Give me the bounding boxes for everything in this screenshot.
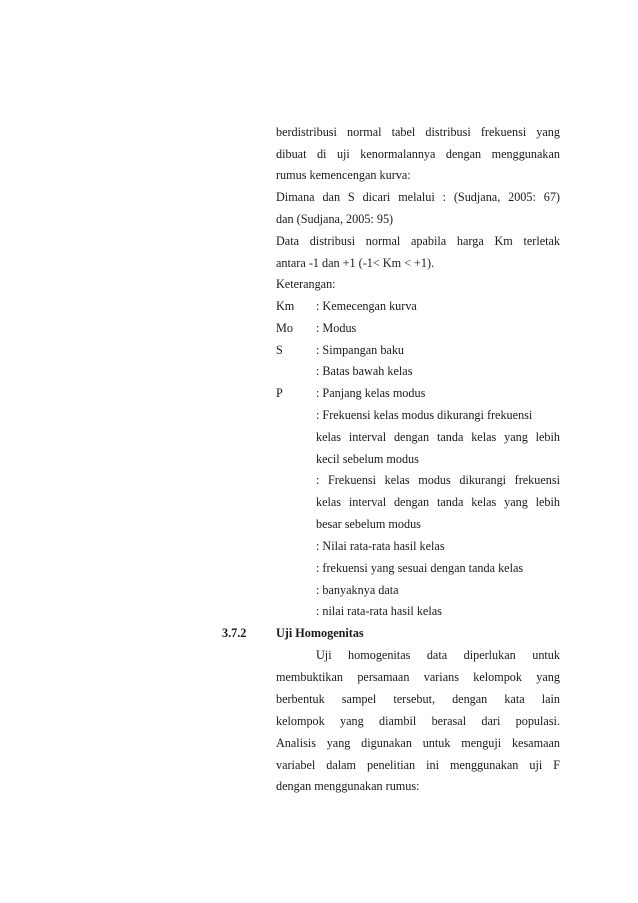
definition-text: : Panjang kelas modus bbox=[316, 386, 426, 400]
subdefinition-line: besar sebelum modus bbox=[316, 517, 421, 531]
definition-symbol: S bbox=[276, 343, 283, 357]
subdefinition-line: kecil sebelum modus bbox=[316, 452, 419, 466]
definition-symbol: P bbox=[276, 386, 283, 400]
paragraph-line: berdistribusi normal tabel distribusi frekuensi yang bbox=[276, 125, 560, 139]
subdefinition-line: : Frekuensi kelas modus dikurangi frekuensi bbox=[316, 473, 560, 487]
paragraph-line: membuktikan persamaan varians kelompok yang bbox=[276, 670, 560, 684]
subdefinition-line: kelas interval dengan tanda kelas yang lebih bbox=[316, 430, 560, 444]
paragraph-line: Analisis yang digunakan untuk menguji kesamaan bbox=[276, 736, 560, 750]
definition-item bbox=[276, 298, 417, 314]
paragraph-line: dengan menggunakan rumus: bbox=[276, 779, 420, 793]
definition-text: : Batas bawah kelas bbox=[316, 364, 413, 378]
paragraph-line: Data distribusi normal apabila harga Km terletak bbox=[276, 234, 560, 248]
section-number: 3.7.2 bbox=[222, 626, 247, 640]
definition-item bbox=[276, 320, 356, 336]
keterangan-label: Keterangan: bbox=[276, 277, 336, 291]
subdefinition-line: : Frekuensi kelas modus dikurangi frekuensi bbox=[316, 408, 533, 422]
paragraph-line: rumus kemencengan kurva: bbox=[276, 168, 411, 182]
paragraph-line: Dimana dan S dicari melalui : (Sudjana, 2005: 67) bbox=[276, 190, 560, 204]
subdefinition-line: kelas interval dengan tanda kelas yang lebih bbox=[316, 495, 560, 509]
definition-item bbox=[276, 385, 425, 401]
paragraph-line: dibuat di uji kenormalannya dengan menggunakan bbox=[276, 147, 560, 161]
definition-symbol: Km bbox=[276, 299, 295, 313]
definition-text: : Kemecengan kurva bbox=[316, 299, 417, 313]
subdefinition-line: : frekuensi yang sesuai dengan tanda kelas bbox=[316, 561, 524, 575]
paragraph-line: Uji homogenitas data diperlukan untuk bbox=[316, 648, 560, 662]
definition-text: : Simpangan baku bbox=[316, 343, 405, 357]
subdefinition-line: : banyaknya data bbox=[316, 583, 399, 597]
definition-item bbox=[276, 342, 404, 358]
subdefinition-line: : Nilai rata-rata hasil kelas bbox=[316, 539, 445, 553]
definition-item bbox=[276, 363, 412, 379]
paragraph-line: kelompok yang diambil berasal dari populasi. bbox=[276, 714, 560, 728]
paragraph-line: dan (Sudjana, 2005: 95) bbox=[276, 212, 394, 226]
paragraph-line: antara -1 dan +1 (-1< Km < +1). bbox=[276, 256, 435, 270]
section-title: Uji Homogenitas bbox=[276, 626, 364, 640]
definition-symbol: Mo bbox=[276, 321, 293, 335]
paragraph-line: variabel dalam penelitian ini menggunakan uji F bbox=[276, 758, 560, 772]
subdefinition-line: : nilai rata-rata hasil kelas bbox=[316, 604, 442, 618]
paragraph-line: berbentuk sampel tersebut, dengan kata lain bbox=[276, 692, 560, 706]
section-heading bbox=[222, 625, 364, 641]
definition-text: : Modus bbox=[316, 321, 357, 335]
